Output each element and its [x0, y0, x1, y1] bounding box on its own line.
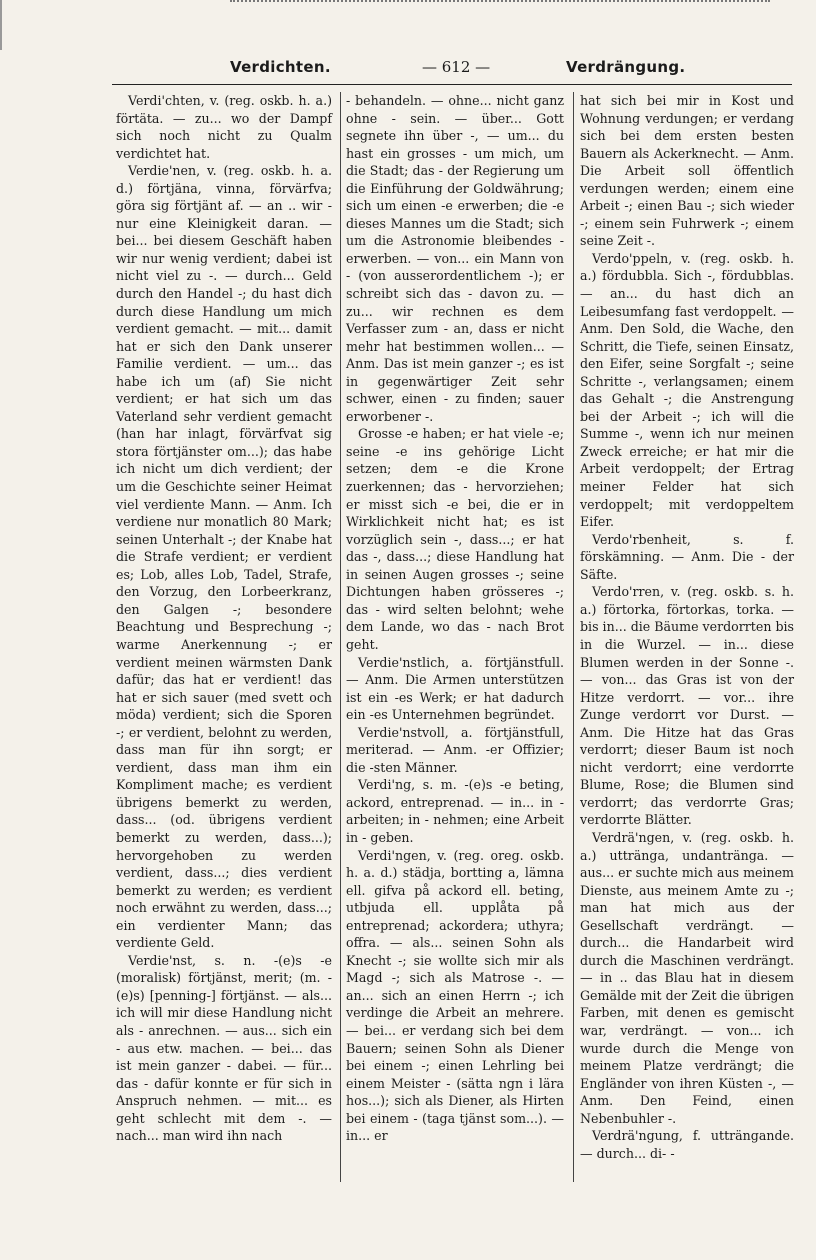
header-right-guideword: Verdrängung. [566, 58, 686, 76]
entry-verdraengung: Verdrä'ngung, f. utträngande. — durch... di- - [580, 1128, 794, 1161]
entry-verdienen: Verdie'nen, v. (reg. oskb. h. a. d.) förtjäna, vinna, förvärfva; göra sig förtjänt af. — an .. wir - nur eine Kleinigkeit daran. — bei... bei diesem Geschäft haben wir nur wenig verdient; dabei ist nicht viel zu -. — durch... Geld durch den Handel -; du hast dich durch diese Handlung um mich verdient gemacht. — mit... damit hat er sich den Dank unserer Familie verdient. — um... das habe ich um (af) Sie nicht verdient; er hat sich um das Vaterland sehr verdient gemacht (han har inlagt, förvärfvat sig stora förtjänster om...); das habe ich nicht um dich verdient; der um die Geschichte seiner Heimat viel verdiente Mann. — Anm. Ich verdiene nur monatlich 80 Mark; seinen Unterhalt -; der Knabe hat die Strafe verdient; er verdient es; Lob, alles Lob, Tadel, Strafe, den Vorzug, den Lorbeerkranz, den Galgen -; besondere Beachtung und Besprechung -; warme Anerkennung -; er verdient meinen wärmsten Dank dafür; das hat er verdient! das hat er sich sauer (med svett och möda) verdient; sich die Sporen -; er verdient, belohnt zu werden, dass man für ihn sorgt; er verdient, dass man ihm ein Kompliment mache; es verdient übrigens bemerkt zu werden, dass... (od. übrigens verdient bemerkt zu werden, dass...); hervorgehoben zu werden verdient, dass...; dies verdient bemerkt zu werden; es verdient noch erwähnt zu werden, dass...; ein verdienter Mann; das verdiente Geld. [116, 163, 332, 951]
entry-verdorbenheit: Verdo'rbenheit, s. f. förskämning. — Anm. Die - der Säfte. [580, 531, 794, 582]
column-3 [580, 92, 794, 1162]
entry-verdoppeln: Verdo'ppeln, v. (reg. oskb. h. a.) fördubbla. Sich -, fördubblas. — an... du hast dich an Leibesumfang fast verdoppelt. — Anm. Den Sold, die Wache, den Schritt, die Tiefe, seinen Einsatz, den Eifer, seine Sorgfalt -; seine Schritte -, verlangsamen; einem das Gehalt -; die Anstrengung bei der Arbeit -; ich will die Summe -, wenn ich nur meinen Zweck erreiche; er hat mir die Arbeit verdoppelt; der Ertrag meiner Felder hat sich verdoppelt; mit verdoppeltem Eifer. [580, 250, 794, 530]
column-divider-2 [573, 92, 574, 1182]
entry-verdraengen: Verdrä'ngen, v. (reg. oskb. h. a.) uttränga, undantränga. — aus... er suchte mich aus meinem Dienste, aus meinem Amte zu -; man hat mich aus der Gesellschaft verdrängt. — durch... die Handarbeit wird durch die Maschinen verdrängt. — in .. das Blau hat in diesem Gemälde mit der Zeit die übrigen Farben, mit denen es gemischt war, verdrängt. — von... ich wurde durch die Menge von meinem Platze verdrängt; die Engländer von ihren Küsten -, — Anm. Den Feind, einen Nebenbuhler -. [580, 829, 794, 1126]
entry-verdienstlich: Verdie'nstlich, a. förtjänstfull. — Anm. Die Armen unterstützen ist ein -es Werk; er hat dadurch ein -es Unternehmen begründet. [346, 654, 564, 723]
running-header [200, 56, 700, 86]
header-left-guideword: Verdichten. [230, 58, 331, 76]
column-2 [346, 92, 564, 1145]
entry-verdorren: Verdo'rren, v. (reg. oskb. s. h. a.) förtorka, förtorkas, torka. — bis in... die Bäume verdorrten bis in die Wurzel. — in... diese Blumen werden in der Sonne -. — von... das Gras ist von der Hitze verdorrt. — vor... ihre Zunge verdorrt vor Durst. — Anm. Die Hitze hat das Gras verdorrt; dieser Baum ist noch nicht verdorrt; eine verdorrte Blume, Rose; die Blumen sind verdorrt; das verdorrte Gras; verdorrte Blätter. [580, 584, 794, 828]
torn-top-edge [230, 0, 770, 8]
entry-verdichten: Verdi'chten, v. (reg. oskb. h. a.) förtäta. — zu... wo der Dampf sich noch nicht zu Qualm verdichtet hat. [116, 93, 332, 161]
entry-verding: Verdi'ng, s. m. -(e)s -e beting, ackord, entreprenad. — in... in - arbeiten; in - nehmen; eine Arbeit in - geben. [346, 777, 564, 845]
entry-verdingen: Verdi'ngen, v. (reg. oreg. oskb. h. a. d.) städja, bortting a, lämna ell. gifva på ackord ell. beting, utbjuda ell. upplåta på entreprenad; ackordera; uthyra; offra. — als... seinen Sohn als Knecht -; sie wollte sich mir als Magd -; sich als Matrose -. — an... sich an einen Herrn -; ich verdinge die Arbeit an mehrere. — bei... er verdang sich bei dem Bauern; seinen Sohn als Diener bei einem -; einen Lehrling bei einem Meister - (sätta ngn i lära hos...); sich als Diener, als Hirten bei einem - (taga tjänst som...). — in... er [346, 847, 564, 1144]
entry-verdingen-cont: hat sich bei mir in Kost und Wohnung verdungen; er verdang sich bei dem ersten besten Bauern als Ackerknecht. — Anm. Die Arbeit soll öffentlich verdungen werden; einem eine Arbeit -; einen Bau -; sich wieder -; einem sein Fuhrwerk -; einem seine Zeit -. [580, 93, 794, 249]
entry-verdienstvoll: Verdie'nstvoll, a. förtjänstfull, meriterad. — Anm. -er Offizier; die -sten Männer. [346, 724, 564, 775]
column-divider-1 [340, 92, 341, 1182]
page-edge-mark [0, 0, 8, 50]
entry-verdienst: Verdie'nst, s. n. -(e)s -e (moralisk) förtjänst, merit; (m. -(e)s) [penning-] förtjänst. — als... ich will mir diese Handlung nicht als - anrechnen. — aus... sich ein - aus etw. machen. — bei... das ist mein ganzer - dabei. — für... das - dafür konnte er für sich in Anspruch nehmen. — mit... es geht schlecht mit dem -. — nach... man wird ihn nach [116, 952, 332, 1144]
entry-verdienst-cont: - behandeln. — ohne... nicht ganz ohne - sein. — über... Gott segnete ihn über -, — um... du hast ein grosses - um mich, um die Stadt; das - der Regierung um die Einführung der Goldwährung; sich um einen -e erwerben; die -e dieses Mannes um die Stadt; sich um die Astronomie bleibendes - erwerben. — von... ein Mann von - (von ausserordentlichem -); er schreibt sich das - davon zu. — zu... wir rechnen es dem Verfasser zum - an, dass er nicht mehr hat bestimmen wollen... — Anm. Das ist mein ganzer -; es ist in gegenwärtiger Zeit sehr schwer, einen - zu finden; sauer erworbener -. [346, 93, 564, 424]
page-number: — 612 — [422, 58, 491, 76]
header-rule [112, 84, 792, 85]
column-1 [116, 92, 332, 1145]
entry-verdienst-anm: Grosse -e haben; er hat viele -e; seine -e ins gehörige Licht setzen; dem -e die Krone zuerkennen; das - hervorziehen; er misst sich -e bei, die er in Wirklichkeit nicht hat; es ist vorzüglich sein -, dass...; er hat das -, dass...; diese Handlung hat in seinen Augen grosses -; seine Dichtungen haben grösseres -; das - wird selten belohnt; wehe dem Lande, wo das - nach Brot geht. [346, 426, 564, 652]
